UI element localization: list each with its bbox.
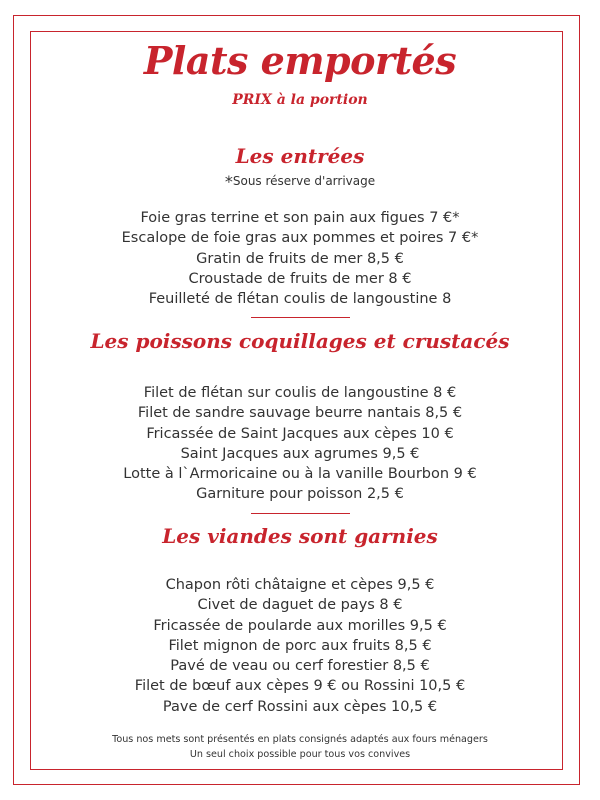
menu-list-entrees: [0, 208, 600, 309]
menu-item: Escalope de foie gras aux pommes et poires 7 €*: [121, 230, 479, 247]
menu-item: Garniture pour poisson 2,5 €: [196, 486, 404, 503]
menu-item: Feuilleté de flétan coulis de langoustine 8: [148, 291, 452, 308]
menu-item: Civet de daguet de pays 8 €: [197, 597, 403, 614]
section-title-entrees: Les entrées: [235, 144, 365, 168]
menu-item: Foie gras terrine et son pain aux figues 7 €*: [140, 210, 460, 226]
footer-note: [0, 733, 600, 762]
page-subtitle: PRIX à la portion: [232, 92, 368, 108]
menu-item: Gratin de fruits de mer 8,5 €: [196, 250, 404, 267]
menu-item: Filet de sandre sauvage beurre nantais 8,5 €: [137, 405, 463, 422]
menu-item: Filet mignon de porc aux fruits 8,5 €: [168, 637, 432, 654]
availability-note: [0, 172, 600, 191]
menu-item: Lotte à l`Armoricaine ou à la vanille Bourbon 9 €: [123, 466, 477, 483]
menu-item: Filet de bœuf aux cèpes 9 € ou Rossini 10,5 €: [134, 678, 466, 695]
section-divider: [251, 513, 350, 514]
section-title-viandes: Les viandes sont garnies: [162, 524, 438, 548]
note-text: Sous réserve d'arrivage: [232, 174, 376, 188]
menu-list-viandes: [0, 575, 600, 717]
page-title: Plats emportés: [143, 38, 457, 83]
menu-item: Fricassée de Saint Jacques aux cèpes 10 €: [146, 425, 454, 442]
section-divider: [251, 317, 350, 318]
menu-item: Croustade de fruits de mer 8 €: [188, 270, 412, 287]
menu-item: Filet de flétan sur coulis de langoustine 8 €: [143, 385, 457, 401]
footer-line: Un seul choix possible pour tous vos convives: [189, 748, 411, 760]
menu-item: Saint Jacques aux agrumes 9,5 €: [180, 445, 420, 462]
menu-item: Fricassée de poularde aux morilles 9,5 €: [153, 617, 447, 634]
section-title-poissons: Les poissons coquillages et crustacés: [90, 329, 510, 353]
menu-item: Chapon rôti châtaigne et cèpes 9,5 €: [165, 577, 435, 593]
menu-item: Pavé de veau ou cerf forestier 8,5 €: [170, 658, 430, 675]
note-asterisk: *: [224, 172, 233, 191]
footer-line: Tous nos mets sont présentés en plats consignés adaptés aux fours ménagers: [112, 734, 488, 745]
menu-list-poissons: [0, 383, 600, 505]
menu-item: Pave de cerf Rossini aux cèpes 10,5 €: [162, 698, 438, 715]
